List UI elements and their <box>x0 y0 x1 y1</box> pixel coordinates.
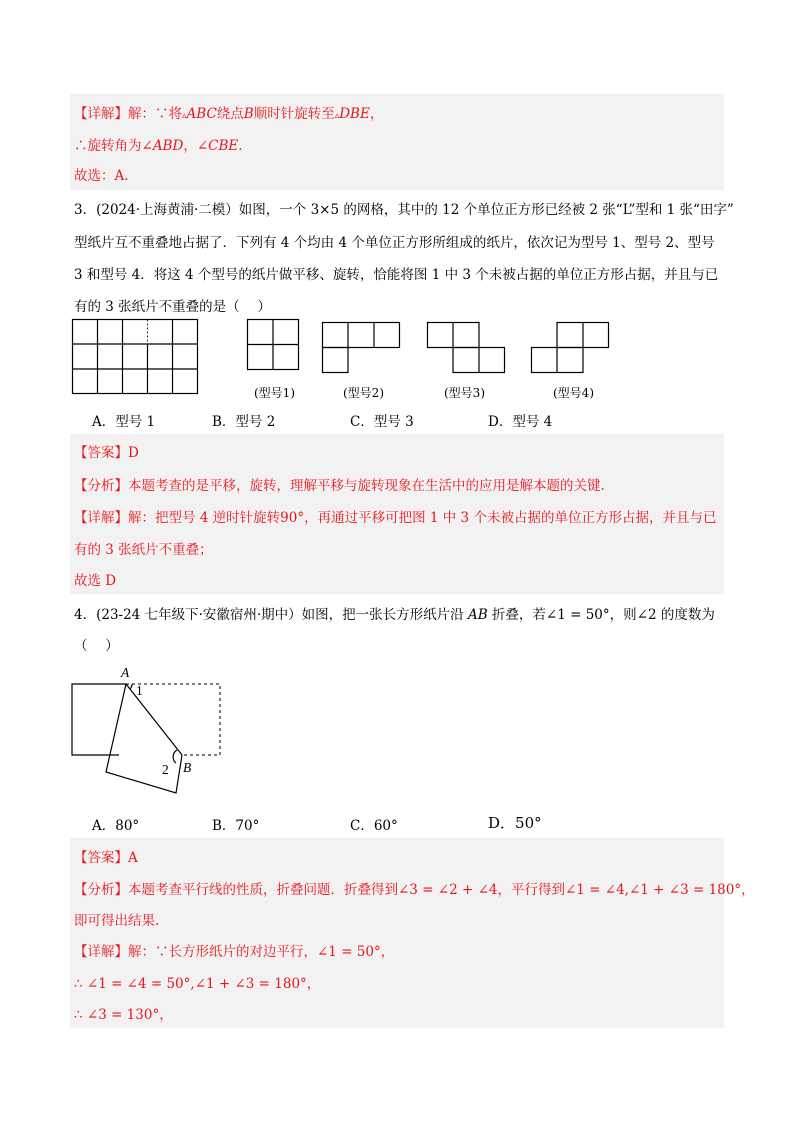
q4-label-angle2: 2 <box>162 762 169 777</box>
q3-type1-piece <box>247 319 301 371</box>
q3-caption-type2: (型号2) <box>343 386 384 400</box>
q4-label-a: A <box>121 665 130 680</box>
q4-option-b[interactable]: B．70° <box>212 818 260 834</box>
q4-fold-figure <box>70 668 230 796</box>
q3-option-c[interactable]: C．型号 3 <box>350 414 414 430</box>
q3-analysis-line: 【分析】本题考查的是平移，旋转，理解平移与旋转现象在生活中的应用是解本题的关键. <box>74 478 605 494</box>
q3-caption-type4: (型号4) <box>553 386 594 400</box>
q3-type3-piece <box>427 322 507 374</box>
q3-choice: 故选 D <box>74 573 117 589</box>
q2-choice: 故选：A. <box>74 168 129 184</box>
q4-detail-line3: ∴ ∠3 = 130°， <box>74 1007 173 1023</box>
q4-analysis-line1: 【分析】本题考查平行线的性质，折叠问题．折叠得到∠3 = ∠2 + ∠4，平行得到∠1 = ∠4,∠1 + ∠3 = 180°， <box>74 882 755 898</box>
q3-stem-line3: 3 和型号 4．将这 4 个型号的纸片做平移、旋转，恰能将图 1 中 3 个未被占据的单位正方形占据，并且与已 <box>74 267 719 283</box>
q3-caption-type3: (型号3) <box>444 386 485 400</box>
q4-label-angle1: 1 <box>136 683 143 698</box>
q4-solution-block <box>70 838 724 1028</box>
q3-type2-piece <box>322 322 402 374</box>
q3-detail-line2: 有的 3 张纸片不重叠； <box>74 542 213 558</box>
q4-answer-line: 【答案】A <box>74 850 138 866</box>
q3-detail-line1: 【详解】解：把型号 4 逆时针旋转90°，再通过平移可把图 1 中 3 个未被占据的单位正方形占据，并且与已 <box>74 510 717 526</box>
q4-stem-line1: 4．(23-24 七年级下·安徽宿州·期中）如图，把一张长方形纸片沿 AB 折叠，若∠1 = 50°，则∠2 的度数为 <box>74 607 715 623</box>
q3-caption-type1: (型号1) <box>254 386 295 400</box>
q4-analysis-line2: 即可得出结果. <box>74 913 160 929</box>
q2-detail-line: 【详解】解：∵将▵ABC绕点B顺时针旋转至▵DBE， <box>74 106 384 122</box>
q3-answer-line: 【答案】D <box>74 445 139 461</box>
q3-option-b[interactable]: B．型号 2 <box>212 414 276 430</box>
q4-detail-line1: 【详解】解：∵长方形纸片的对边平行，∠1 = 50°， <box>74 944 395 960</box>
q3-stem-line2: 型纸片互不重叠地占据了．下列有 4 个均由 4 个单位正方形所组成的纸片，依次记为型号 1、型号 2、型号 <box>74 235 715 251</box>
q2-angle-line: ∴旋转角为∠ABD，∠CBE. <box>74 138 243 154</box>
q4-option-a[interactable]: A．80° <box>92 818 140 834</box>
q3-stem-line4: 有的 3 张纸片不重叠的是（ ） <box>74 299 271 315</box>
q3-type4-piece <box>531 322 611 374</box>
q3-option-d[interactable]: D．型号 4 <box>488 414 553 430</box>
q3-option-a[interactable]: A．型号 1 <box>92 414 156 430</box>
q4-option-d[interactable]: D．50° <box>488 814 542 832</box>
q4-detail-line2: ∴ ∠1 = ∠4 = 50°,∠1 + ∠3 = 180°， <box>74 976 321 992</box>
q4-option-c[interactable]: C．60° <box>350 818 398 834</box>
q4-label-b: B <box>183 760 192 775</box>
q3-figure1-grid <box>72 319 200 395</box>
q3-stem-line1: 3．(2024·上海黄浦·二模）如图，一个 3×5 的网格，其中的 12 个单位正方形已经被 2 张“L”型和 1 张“田字” <box>74 202 734 218</box>
q4-stem-line2: （ ） <box>74 638 119 654</box>
